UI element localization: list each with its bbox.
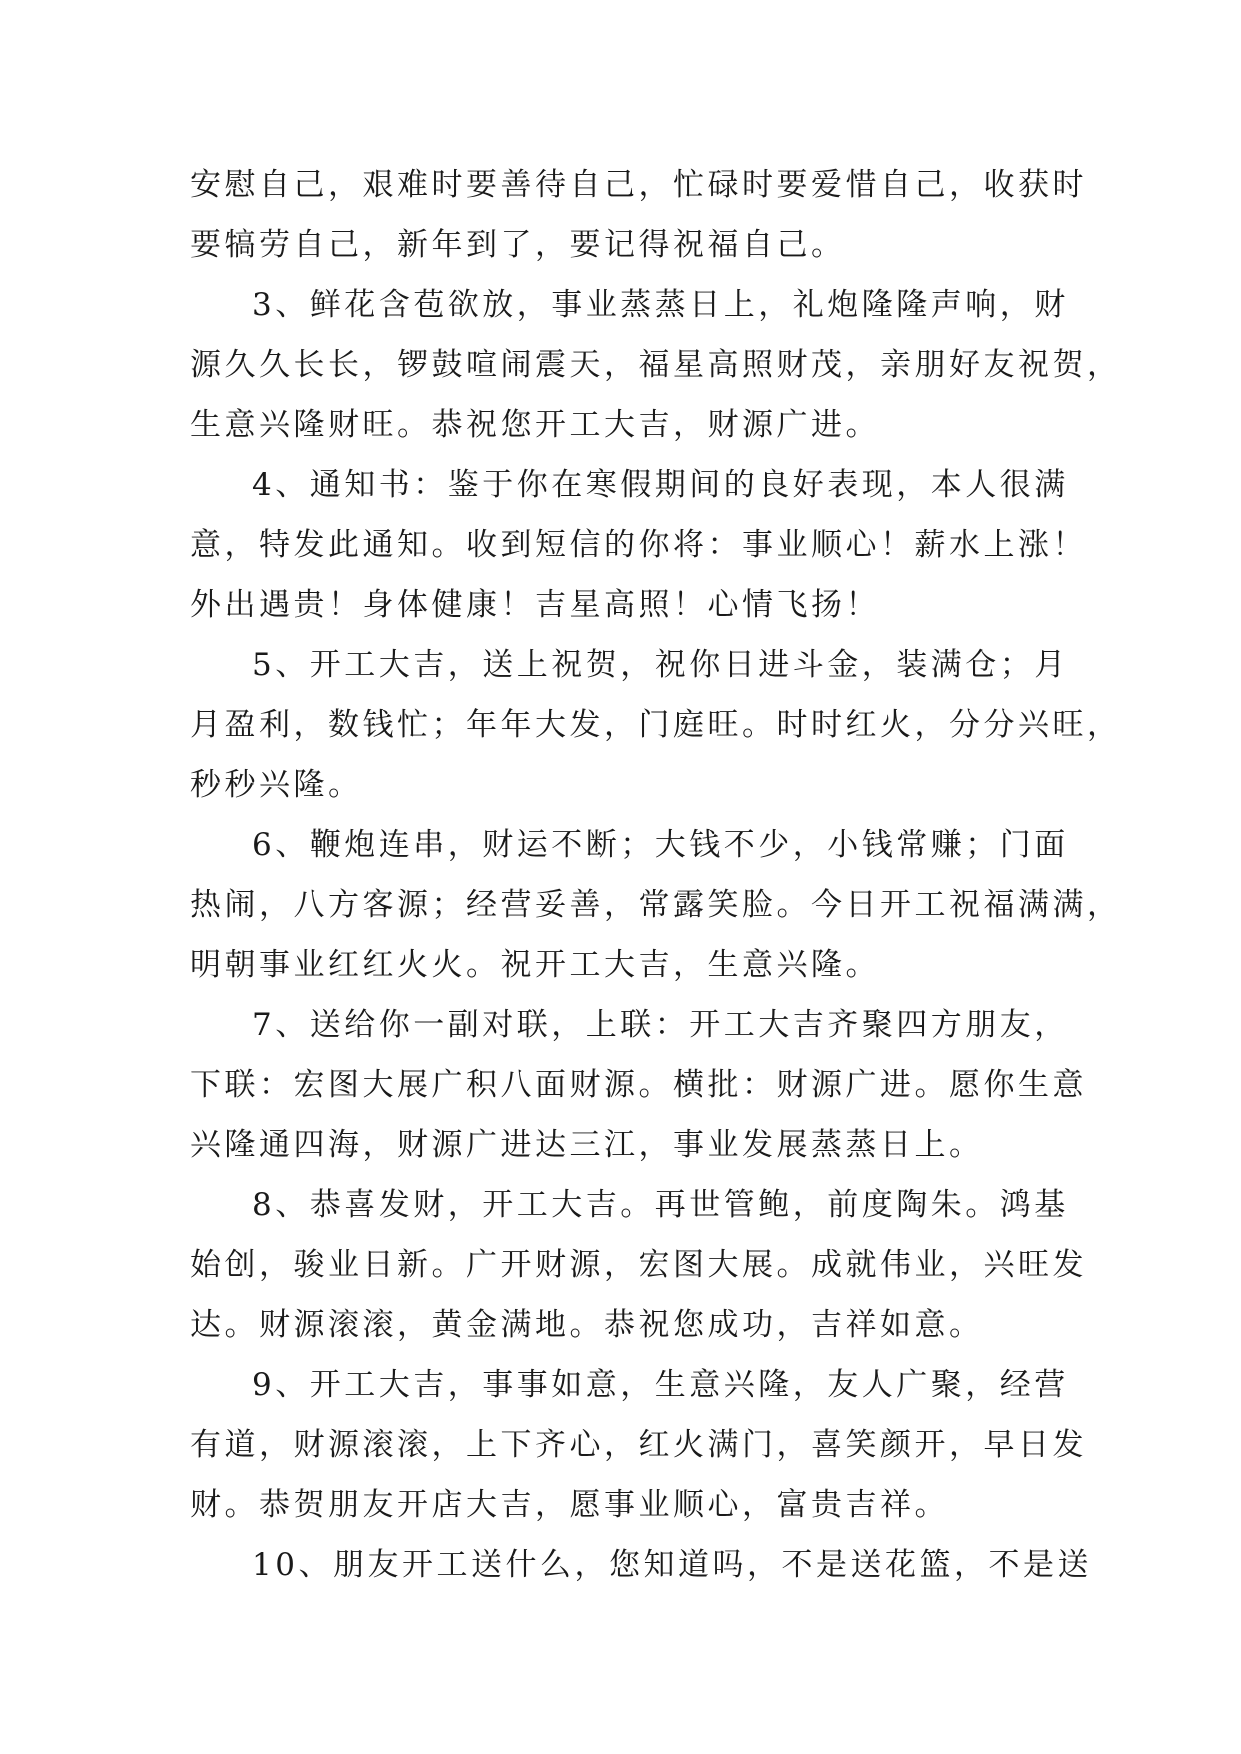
text-line: 月盈利，数钱忙；年年大发，门庭旺。时时红火，分分兴旺， (190, 707, 1122, 743)
paragraph-start-line: 7、送给你一副对联，上联：开工大吉齐聚四方朋友， (252, 1007, 1069, 1043)
text-line: 意，特发此通知。收到短信的你将：事业顺心！薪水上涨！ (190, 527, 1087, 563)
text-line: 财。恭贺朋友开店大吉，愿事业顺心，富贵吉祥。 (190, 1487, 949, 1523)
paragraph-start-line: 6、鞭炮连串，财运不断；大钱不少，小钱常赚；门面 (252, 827, 1069, 863)
text-line: 下联：宏图大展广积八面财源。横批：财源广进。愿你生意 (190, 1067, 1087, 1103)
text-line: 生意兴隆财旺。恭祝您开工大吉，财源广进。 (190, 407, 880, 443)
text-line: 有道，财源滚滚，上下齐心，红火满门，喜笑颜开，早日发 (190, 1427, 1087, 1463)
paragraph-start-line: 9、开工大吉，事事如意，生意兴隆，友人广聚，经营 (252, 1367, 1069, 1403)
paragraph-start-line: 4、通知书：鉴于你在寒假期间的良好表现，本人很满 (252, 467, 1069, 503)
text-line: 外出遇贵！身体健康！吉星高照！心情飞扬！ (190, 587, 880, 623)
text-line: 要犒劳自己，新年到了，要记得祝福自己。 (190, 227, 846, 263)
text-line: 安慰自己，艰难时要善待自己，忙碌时要爱惜自己，收获时 (190, 167, 1087, 203)
text-line: 兴隆通四海，财源广进达三江，事业发展蒸蒸日上。 (190, 1127, 984, 1163)
document-body (190, 155, 1122, 1595)
text-line: 热闹，八方客源；经营妥善，常露笑脸。今日开工祝福满满， (190, 887, 1122, 923)
text-line: 秒秒兴隆。 (190, 767, 363, 803)
paragraph-start-line: 5、开工大吉，送上祝贺，祝你日进斗金，装满仓；月 (252, 647, 1069, 683)
text-line: 明朝事业红红火火。祝开工大吉，生意兴隆。 (190, 947, 880, 983)
text-line: 达。财源滚滚，黄金满地。恭祝您成功，吉祥如意。 (190, 1307, 984, 1343)
paragraph-start-line: 10、朋友开工送什么，您知道吗，不是送花篮，不是送 (252, 1547, 1092, 1583)
text-line: 源久久长长，锣鼓喧闹震天，福星高照财茂，亲朋好友祝贺， (190, 347, 1122, 383)
paragraph-start-line: 3、鲜花含苞欲放，事业蒸蒸日上，礼炮隆隆声响，财 (252, 287, 1069, 323)
paragraph-start-line: 8、恭喜发财，开工大吉。再世管鲍，前度陶朱。鸿基 (252, 1187, 1069, 1223)
text-line: 始创，骏业日新。广开财源，宏图大展。成就伟业，兴旺发 (190, 1247, 1087, 1283)
